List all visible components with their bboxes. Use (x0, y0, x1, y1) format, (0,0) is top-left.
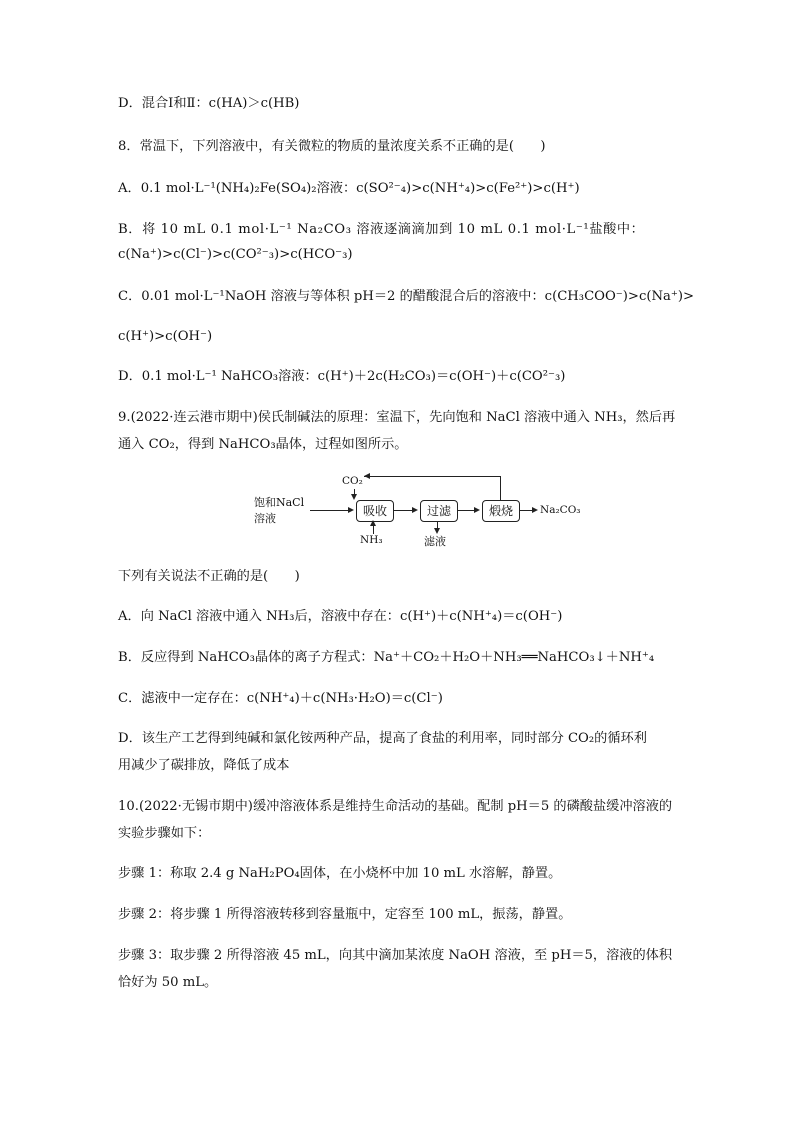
loop-top-head (364, 473, 370, 479)
question-9-option-c: C．滤液中一定存在：c(NH⁺₄)＋c(NH₃·H₂O)＝c(Cl⁻) (118, 691, 443, 706)
step-absorb-box: 吸收 (356, 500, 394, 522)
question-9-option-d-cont: 用减少了碳排放，降低了成本 (118, 758, 290, 773)
question-8-option-a: A．0.1 mol·L⁻¹(NH₄)₂Fe(SO₄)₂溶液：c(SO²⁻₄)>c(NH⁺₄)>c(Fe²⁺)>c(H⁺) (118, 181, 580, 196)
question-10-step-1: 步骤 1：称取 2.4 g NaH₂PO₄固体，在小烧杯中加 10 mL 水溶解，静置。 (118, 866, 562, 881)
step-filter-box: 过滤 (420, 500, 458, 522)
nh3-head (370, 520, 376, 526)
question-9-ask: 下列有关说法不正确的是( ) (118, 569, 300, 584)
question-9-stem-cont: 通入 CO₂，得到 NaHCO₃晶体，过程如图所示。 (118, 437, 408, 452)
arrow-output-head (532, 507, 538, 513)
flow-filtrate-label: 滤液 (424, 535, 446, 548)
question-10-step-3: 步骤 3：取步骤 2 所得溶液 45 mL，向其中滴加某浓度 NaOH 溶液，至 pH＝5，溶液的体积 (118, 948, 673, 963)
question-8-option-b-cont: c(Na⁺)>c(Cl⁻)>c(CO²⁻₃)>c(HCO⁻₃) (118, 247, 353, 262)
loop-up-line (500, 476, 501, 500)
flow-output-label: Na₂CO₃ (540, 504, 581, 516)
question-8-option-c: C．0.01 mol·L⁻¹NaOH 溶液与等体积 pH＝2 的醋酸混合后的溶液中：c(CH₃COO⁻)>c(Na⁺)> (118, 289, 695, 304)
question-9-option-b: B．反应得到 NaHCO₃晶体的离子方程式：Na⁺＋CO₂＋H₂O＋NH₃══NaHCO₃↓＋NH⁺₄ (118, 650, 655, 665)
question-10-step-3-cont: 恰好为 50 mL。 (118, 975, 218, 990)
loop-top-line (364, 476, 500, 477)
flow-co2-label: CO₂ (342, 475, 363, 487)
question-9-stem: 9.(2022·连云港市期中)侯氏制碱法的原理：室温下，先向饱和 NaCl 溶液中通入 NH₃，然后再 (118, 410, 676, 425)
process-flow-diagram (254, 472, 581, 552)
arrow-absorb-filter-head (412, 507, 418, 513)
question-9-option-d: D．该生产工艺得到纯碱和氯化铵两种产品，提高了食盐的利用率，同时部分 CO₂的循环利 (118, 731, 647, 746)
arrow-filter-calcine-head (474, 507, 480, 513)
question-10-stem: 10.(2022·无锡市期中)缓冲溶液体系是维持生命活动的基础。配制 pH＝5 的磷酸盐缓冲溶液的 (118, 799, 673, 814)
arrow-absorb-filter (394, 510, 414, 511)
line-q7-option-d: D．混合Ⅰ和Ⅱ：c(HA)＞c(HB) (118, 96, 300, 111)
arrow-input-head (348, 507, 354, 513)
filtrate-head (434, 528, 440, 534)
question-10-stem-cont: 实验步骤如下： (118, 826, 211, 841)
question-9-option-a: A．向 NaCl 溶液中通入 NH₃后，溶液中存在：c(H⁺)＋c(NH⁺₄)＝c(OH⁻) (118, 609, 563, 624)
flow-input-label-2: 溶液 (254, 512, 276, 525)
flow-nh3-label: NH₃ (360, 534, 383, 546)
flow-input-label-1: 饱和NaCl (254, 496, 305, 509)
question-10-step-2: 步骤 2：将步骤 1 所得溶液转移到容量瓶中，定容至 100 mL，振荡，静置。 (118, 907, 572, 922)
arrow-input (310, 510, 350, 511)
question-8-option-b: B．将 10 mL 0.1 mol·L⁻¹ Na₂CO₃ 溶液逐滴滴加到 10 mL 0.1 mol·L⁻¹盐酸中： (118, 222, 645, 237)
question-8-option-c-cont: c(H⁺)>c(OH⁻) (118, 329, 213, 344)
question-8-option-d: D．0.1 mol·L⁻¹ NaHCO₃溶液：c(H⁺)＋2c(H₂CO₃)＝c(OH⁻)＋c(CO²⁻₃) (118, 369, 566, 384)
loop-down-head (351, 494, 357, 500)
step-calcine-box: 煅烧 (482, 500, 520, 522)
question-8-stem: 8．常温下，下列溶液中，有关微粒的物质的量浓度关系不正确的是( ) (118, 139, 546, 154)
